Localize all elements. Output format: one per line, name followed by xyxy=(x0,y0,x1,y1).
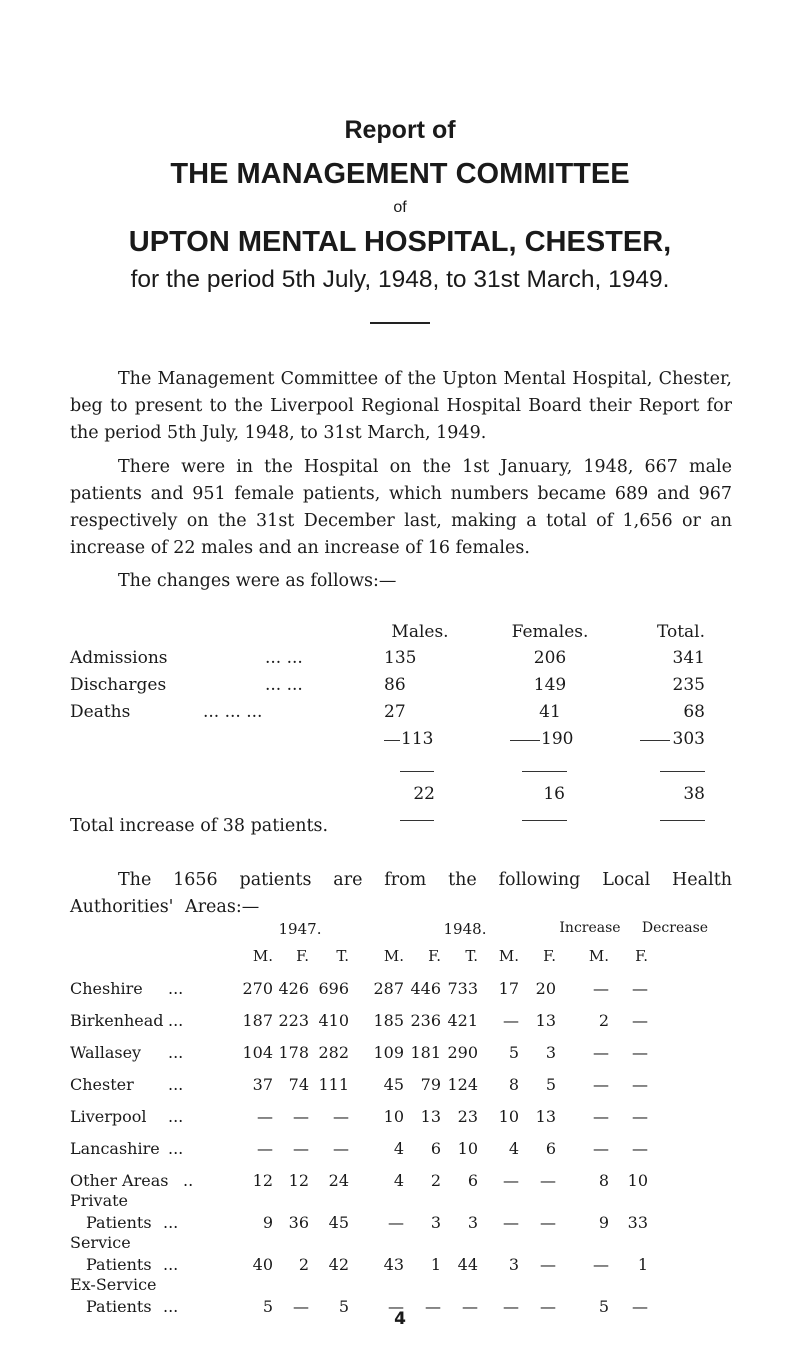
area-row-label: Liverpool xyxy=(70,1107,147,1126)
area-cell: 696 xyxy=(318,979,349,998)
area-row-label: Patients xyxy=(86,1255,152,1274)
report-of-heading: Report of xyxy=(344,116,456,144)
row-dots: ... xyxy=(163,1255,179,1274)
net-total: 38 xyxy=(683,784,705,804)
area-cell: — xyxy=(293,1107,309,1126)
area-cell: 13 xyxy=(535,1011,556,1030)
net-females: 16 xyxy=(543,784,565,804)
area-cell: — xyxy=(540,1297,556,1316)
subtotal-males: 113 xyxy=(401,729,434,749)
group-header-decrease: Decrease xyxy=(641,920,709,936)
area-cell: — xyxy=(632,979,648,998)
areas-intro: The 1656 patients are from the following Local Health Authorities' Areas:— xyxy=(70,870,732,917)
row-dots: ... ... xyxy=(265,675,303,695)
area-cell: — xyxy=(593,1075,609,1094)
sub-header: T. xyxy=(336,947,349,965)
area-cell: 74 xyxy=(288,1075,309,1094)
area-cell: 17 xyxy=(498,979,519,998)
col-header-total: Total. xyxy=(656,622,705,642)
area-cell: 45 xyxy=(383,1075,404,1094)
sub-header: F. xyxy=(543,947,556,965)
area-cell: 4 xyxy=(393,1171,404,1190)
area-cell: — xyxy=(540,1255,556,1274)
admissions-males: 135 xyxy=(384,648,417,668)
area-cell: 5 xyxy=(598,1297,609,1316)
area-row-label: Chester xyxy=(70,1075,134,1094)
area-cell: 733 xyxy=(447,979,478,998)
area-cell: — xyxy=(632,1107,648,1126)
area-cell: 8 xyxy=(598,1171,609,1190)
area-cell: 104 xyxy=(242,1043,273,1062)
area-cell: — xyxy=(503,1213,519,1232)
area-cell: — xyxy=(388,1213,404,1232)
area-cell: 2 xyxy=(430,1171,441,1190)
area-cell: 12 xyxy=(288,1171,309,1190)
area-cell: — xyxy=(388,1297,404,1316)
area-cell: — xyxy=(257,1107,273,1126)
sub-header: M. xyxy=(498,947,519,965)
area-cell: 421 xyxy=(447,1011,478,1030)
row-dots: ... xyxy=(168,1011,184,1030)
area-cell: — xyxy=(503,1297,519,1316)
area-cell: 124 xyxy=(447,1075,478,1094)
area-cell: 6 xyxy=(545,1139,556,1158)
area-cell: — xyxy=(462,1297,478,1316)
col-header-females: Females. xyxy=(511,622,589,642)
area-cell: 109 xyxy=(373,1043,404,1062)
area-cell: — xyxy=(593,1107,609,1126)
area-cell: 10 xyxy=(383,1107,404,1126)
subtotal-dash xyxy=(384,740,400,741)
area-row-label: Lancashire xyxy=(70,1139,160,1158)
area-cell: 37 xyxy=(252,1075,273,1094)
area-cell: 5 xyxy=(338,1297,349,1316)
area-cell: 43 xyxy=(383,1255,404,1274)
area-cell: 6 xyxy=(430,1139,441,1158)
area-cell: 9 xyxy=(598,1213,609,1232)
area-cell: 10 xyxy=(627,1171,648,1190)
area-cell: 5 xyxy=(508,1043,519,1062)
area-cell: 8 xyxy=(508,1075,519,1094)
row-label-prefix: Service xyxy=(70,1233,131,1252)
sub-header: M. xyxy=(252,947,273,965)
row-dots: ... xyxy=(168,979,184,998)
row-dots: ... xyxy=(168,1043,184,1062)
area-cell: 282 xyxy=(318,1043,349,1062)
row-dots: ... xyxy=(168,1075,184,1094)
area-cell: — xyxy=(540,1213,556,1232)
area-cell: 36 xyxy=(288,1213,309,1232)
area-cell: 10 xyxy=(498,1107,519,1126)
area-cell: 236 xyxy=(410,1011,441,1030)
area-cell: — xyxy=(503,1171,519,1190)
area-cell: 3 xyxy=(467,1213,478,1232)
area-cell: — xyxy=(632,1011,648,1030)
area-cell: — xyxy=(503,1011,519,1030)
row-label-discharges: Discharges xyxy=(70,675,167,695)
area-cell: 3 xyxy=(545,1043,556,1062)
area-cell: 24 xyxy=(328,1171,349,1190)
area-cell: 13 xyxy=(535,1107,556,1126)
subtotal-total: 303 xyxy=(672,729,705,749)
deaths-males: 27 xyxy=(384,702,406,722)
area-cell: 9 xyxy=(262,1213,273,1232)
row-dots: ... xyxy=(163,1213,179,1232)
area-cell: — xyxy=(333,1139,349,1158)
area-cell: 410 xyxy=(318,1011,349,1030)
group-header-1947: 1947. xyxy=(278,920,322,938)
area-cell: — xyxy=(593,1139,609,1158)
area-cell: 290 xyxy=(447,1043,478,1062)
area-cell: 223 xyxy=(278,1011,309,1030)
area-cell: — xyxy=(632,1043,648,1062)
area-cell: 185 xyxy=(373,1011,404,1030)
total-increase-line: Total increase of 38 patients. xyxy=(70,816,329,836)
sub-header: F. xyxy=(428,947,441,965)
area-cell: 3 xyxy=(430,1213,441,1232)
area-cell: 111 xyxy=(318,1075,349,1094)
changes-intro: The changes were as follows:— xyxy=(118,571,397,591)
area-cell: 10 xyxy=(457,1139,478,1158)
area-cell: 33 xyxy=(627,1213,648,1232)
area-cell: 12 xyxy=(252,1171,273,1190)
area-row-label: Birkenhead xyxy=(70,1011,164,1030)
area-cell: 4 xyxy=(393,1139,404,1158)
area-cell: 79 xyxy=(420,1075,441,1094)
area-cell: 44 xyxy=(457,1255,478,1274)
area-cell: 287 xyxy=(373,979,404,998)
sub-header: F. xyxy=(296,947,309,965)
area-cell: 181 xyxy=(410,1043,441,1062)
area-cell: — xyxy=(333,1107,349,1126)
area-cell: — xyxy=(425,1297,441,1316)
area-cell: 20 xyxy=(535,979,556,998)
area-cell: 2 xyxy=(598,1011,609,1030)
area-cell: 3 xyxy=(508,1255,519,1274)
area-cell: — xyxy=(293,1139,309,1158)
row-label-deaths: Deaths xyxy=(70,702,131,722)
area-cell: — xyxy=(632,1297,648,1316)
sub-header: M. xyxy=(588,947,609,965)
row-label-prefix: Private xyxy=(70,1191,129,1210)
period-line: for the period 5th July, 1948, to 31st March, 1949. xyxy=(130,266,670,293)
area-cell: 2 xyxy=(298,1255,309,1274)
discharges-males: 86 xyxy=(384,675,406,695)
sum-rule xyxy=(660,771,705,772)
area-cell: — xyxy=(632,1075,648,1094)
sub-header: F. xyxy=(635,947,648,965)
admissions-females: 206 xyxy=(533,648,567,668)
area-row-label: Patients xyxy=(86,1297,152,1316)
row-label-admissions: Admissions xyxy=(70,648,168,668)
area-cell: 1 xyxy=(637,1255,648,1274)
area-cell: 5 xyxy=(545,1075,556,1094)
group-header-1948: 1948. xyxy=(443,920,487,938)
numbers-paragraph: There were in the Hospital on the 1st January, 1948, 667 male patients and 951 female patients, which numbers became 689 and 967 respectively on the 31st December last, making a total of 1,656 or an increase of 22 males and an increase of 16 females. xyxy=(70,457,732,558)
sum-rule xyxy=(400,771,434,772)
hospital-heading: UPTON MENTAL HOSPITAL, CHESTER, xyxy=(128,226,672,258)
sum-rule xyxy=(660,820,705,821)
area-row-label: Cheshire xyxy=(70,979,143,998)
discharges-total: 235 xyxy=(672,675,705,695)
area-cell: 270 xyxy=(242,979,273,998)
col-header-males: Males. xyxy=(391,622,449,642)
area-cell: — xyxy=(632,1139,648,1158)
area-cell: 23 xyxy=(457,1107,478,1126)
row-dots: ... xyxy=(168,1107,184,1126)
row-label-prefix: Ex-Service xyxy=(70,1275,157,1294)
area-cell: — xyxy=(593,1043,609,1062)
sum-rule xyxy=(400,820,434,821)
area-cell: 45 xyxy=(328,1213,349,1232)
discharges-females: 149 xyxy=(533,675,567,695)
area-row-label: Patients xyxy=(86,1213,152,1232)
row-dots: ... ... ... xyxy=(203,702,263,722)
area-cell: 426 xyxy=(278,979,309,998)
area-cell: 5 xyxy=(262,1297,273,1316)
area-cell: — xyxy=(593,1255,609,1274)
area-row-label: Other Areas xyxy=(70,1171,169,1190)
area-cell: 13 xyxy=(420,1107,441,1126)
area-cell: 187 xyxy=(242,1011,273,1030)
admissions-total: 341 xyxy=(672,648,705,668)
area-cell: 6 xyxy=(467,1171,478,1190)
area-cell: 446 xyxy=(410,979,441,998)
area-cell: — xyxy=(293,1297,309,1316)
area-cell: — xyxy=(257,1139,273,1158)
area-cell: 178 xyxy=(278,1043,309,1062)
group-header-increase: Increase xyxy=(559,920,621,936)
sub-header: T. xyxy=(465,947,478,965)
sub-header: M. xyxy=(383,947,404,965)
page-number: 4 xyxy=(394,1309,406,1329)
row-dots: ... xyxy=(168,1139,184,1158)
deaths-total: 68 xyxy=(683,702,705,722)
row-dots: ... ... xyxy=(265,648,303,668)
area-cell: — xyxy=(593,979,609,998)
row-dots: ... xyxy=(163,1297,179,1316)
area-row-label: Wallasey xyxy=(70,1043,142,1062)
committee-heading: THE MANAGEMENT COMMITTEE xyxy=(170,158,630,190)
area-cell: 4 xyxy=(508,1139,519,1158)
of-line: of xyxy=(393,199,407,216)
sum-rule xyxy=(522,820,567,821)
area-cell: 1 xyxy=(430,1255,441,1274)
net-males: 22 xyxy=(413,784,435,804)
area-cell: — xyxy=(540,1171,556,1190)
title-divider xyxy=(370,322,430,324)
row-dots: .. xyxy=(183,1171,194,1190)
area-cell: 40 xyxy=(252,1255,273,1274)
area-cell: 42 xyxy=(328,1255,349,1274)
intro-paragraph: The Management Committee of the Upton Mental Hospital, Chester, beg to present to the Liverpool Regional Hospital Board their Report for the period 5th July, 1948, to 31st March, 1949. xyxy=(70,369,732,443)
sum-rule xyxy=(522,771,567,772)
subtotal-females: 190 xyxy=(541,729,574,749)
subtotal-dash xyxy=(510,740,540,741)
deaths-females: 41 xyxy=(539,702,561,722)
